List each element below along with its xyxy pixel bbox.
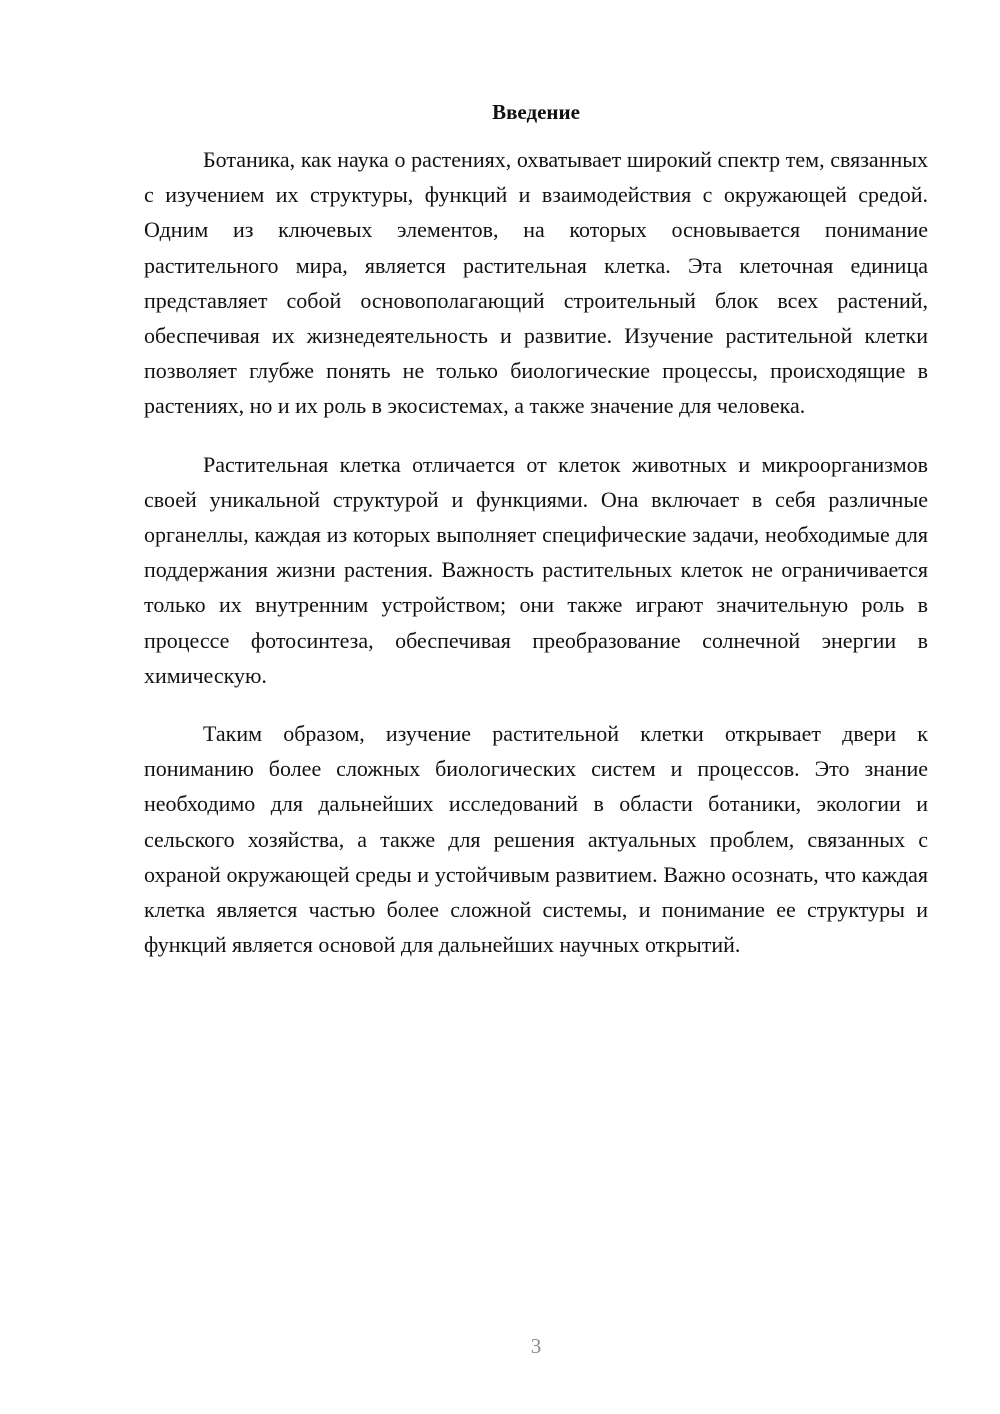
paragraph-3: Таким образом, изучение растительной клетки открывает двери к пониманию более сложных биологических систем и процессов. Это знание необходимо для дальнейших исследований в области ботаники, экологии и сельского хозяйства, а также для решения актуальных проблем, связанных с охраной окружающей среды и устойчивым развитием. Важно осознать, что каждая клетка является частью более сложной системы, и понимание ее структуры и функций является основой для дальнейших научных открытий.	[144, 721, 928, 958]
paragraph-1: Ботаника, как наука о растениях, охватывает широкий спектр тем, связанных с изучением их структуры, функций и взаимодействия с окружающей средой. Одним из ключевых элементов, на которых основывается понимание растительного мира, является растительная клетка. Эта клеточная единица представляет собой основополагающий строительный блок всех растений, обеспечивая их жизнедеятельность и развитие. Изучение растительной клетки позволяет глубже понять не только биологические процессы, происходящие в растениях, но и их роль в экосистемах, а также значение для человека.	[144, 147, 928, 419]
paragraph-2: Растительная клетка отличается от клеток животных и микроорганизмов своей уникальной структурой и функциями. Она включает в себя различные органеллы, каждая из которых выполняет специфические задачи, необходимые для поддержания жизни растения. Важность растительных клеток не ограничивается только их внутренним устройством; они также играют значительную роль в процессе фотосинтеза, обеспечивая преобразование солнечной энергии в химическую.	[144, 451, 928, 688]
page-number: 3	[530, 1334, 542, 1358]
page-title: Введение	[492, 100, 580, 124]
body-text	[144, 142, 928, 985]
